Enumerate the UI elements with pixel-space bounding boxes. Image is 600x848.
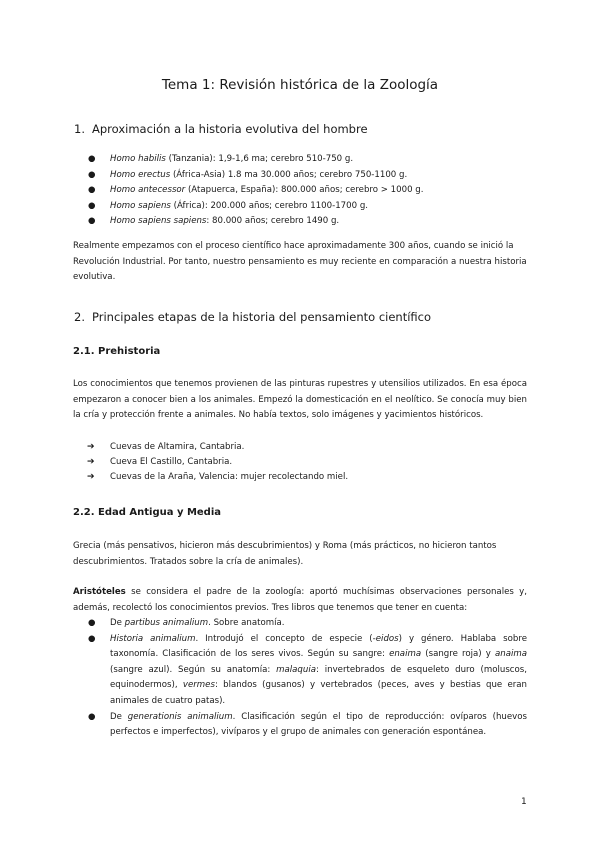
list-item [73, 440, 527, 455]
prehistoria-paragraph: Los conocimientos que tenemos provienen de las pinturas rupestres y utensilios utilizados. En esa época empezaron a conocer bien a los animales. Empezó la domesticación en el neolítico. Se conocía muy bien la cría y protección frente a animales. No había textos, solo imágenes y yacimientos históricos. [73, 379, 527, 420]
list-item [73, 168, 527, 184]
book-text: . Clasificación según el tipo de reproducción: ovíparos (huevos perfectos e imperfectos), vivíparos y el grupo de animales con generación espontánea. [110, 711, 527, 738]
section-number: 2. [74, 310, 85, 324]
term: anaima [494, 649, 527, 660]
arrow-right-icon: ➔ [87, 442, 95, 452]
species-detail: (Atapuerca, España): 800.000 años; cerebro > 1000 g. [185, 185, 424, 196]
term: vermes [182, 680, 215, 691]
term: eidos [375, 633, 399, 644]
arrow-right-icon: ➔ [87, 457, 95, 467]
list-item [73, 470, 527, 485]
book-title: Historia animalium [110, 633, 196, 644]
book-text: (sangre roja) y [421, 649, 495, 660]
book-text: (sangre azul). Según su anatomía: [110, 664, 277, 675]
species-name: Homo habilis [110, 154, 166, 164]
site-text: Cueva El Castillo, Cantabria. [110, 457, 233, 467]
bullet-icon: ● [88, 154, 96, 164]
book-text: De [110, 711, 128, 722]
species-name: Homo erectus [110, 169, 171, 180]
section-2-heading [74, 310, 432, 324]
aristoteles-text: se considera el padre de la zoología: aportó muchísimas observaciones personales y, además, recolectó los conocimientos previos. Tres libros que tenemos que tener en cuenta: [73, 587, 527, 613]
book-text: . Sobre anatomía. [208, 618, 285, 628]
species-detail: (Tanzania): 1,9-1,6 ma; cerebro 510-750 g. [165, 154, 354, 164]
species-name: Homo sapiens sapiens [110, 216, 207, 227]
species-detail: : 80.000 años; cerebro 1490 g. [206, 216, 340, 227]
species-name: Homo antecessor [110, 185, 186, 196]
book-text: : blandos (gusanos) y vertebrados (peces, aves y bestias que eran animales de cuatro patas). [110, 680, 528, 706]
book-title: generationis animalium [127, 711, 233, 722]
bullet-icon: ● [88, 216, 96, 227]
evolution-paragraph: Realmente empezamos con el proceso científico hace aproximadamente 300 años, cuando se inició la Revolución Industrial. Por tanto, nuestro pensamiento es muy reciente en comparación a nuestra historia evolutiva. [73, 241, 527, 282]
subsection-edad-antigua-heading: 2.2. Edad Antigua y Media [73, 507, 222, 518]
book-text: : invertebrados de esqueleto duro (moluscos, equinodermos), [110, 664, 527, 691]
list-item [73, 183, 527, 199]
species-name: Homo sapiens [110, 200, 171, 211]
species-detail: (África-Asia) 1.8 ma 30.000 años; cerebro 750-1100 g. [170, 169, 408, 180]
site-text: Cuevas de Altamira, Cantabria. [110, 442, 245, 452]
list-item [73, 616, 527, 632]
species-list [73, 152, 527, 230]
list-item [73, 632, 527, 710]
books-list [73, 616, 527, 741]
bullet-icon: ● [88, 633, 96, 644]
section-title: Aproximación a la historia evolutiva del hombre [92, 122, 368, 136]
section-1-heading [74, 122, 368, 136]
list-item [73, 152, 527, 168]
aristoteles-name: Aristóteles [73, 587, 126, 597]
bullet-icon: ● [88, 200, 96, 211]
caves-list [73, 440, 527, 485]
list-item [73, 199, 527, 215]
page-title: Tema 1: Revisión histórica de la Zoología [161, 77, 439, 93]
grecia-roma-paragraph: Grecia (más pensativos, hicieron más descubrimientos) y Roma (más prácticos, no hicieron tantos descubrimientos. Tratados sobre la cría de animales). [73, 541, 497, 567]
aristoteles-paragraph [73, 585, 527, 616]
book-text: De [110, 618, 125, 628]
bullet-icon: ● [88, 185, 96, 196]
section-title: Principales etapas de la historia del pensamiento científico [92, 310, 432, 324]
site-text: Cuevas de la Araña, Valencia: mujer recolectando miel. [110, 472, 349, 482]
book-title: partibus animalium [124, 618, 209, 628]
list-item [73, 710, 527, 741]
section-number: 1. [74, 122, 85, 136]
page-number: 1 [521, 797, 527, 807]
list-item [73, 455, 527, 470]
book-text: ) y género. Hablaba sobre taxonomía. Clasificación de los seres vivos. Según su sangre: [110, 633, 527, 660]
bullet-icon: ● [88, 618, 96, 628]
arrow-right-icon: ➔ [87, 472, 95, 482]
bullet-icon: ● [88, 169, 96, 180]
species-detail: (África): 200.000 años; cerebro 1100-1700 g. [170, 200, 369, 211]
term: enaima [389, 649, 422, 660]
list-item [73, 214, 527, 230]
subsection-prehistoria-heading: 2.1. Prehistoria [73, 346, 161, 357]
term: malaquia [276, 664, 316, 675]
bullet-icon: ● [88, 711, 96, 722]
book-text: . Introdujó el concepto de especie (- [195, 633, 376, 644]
